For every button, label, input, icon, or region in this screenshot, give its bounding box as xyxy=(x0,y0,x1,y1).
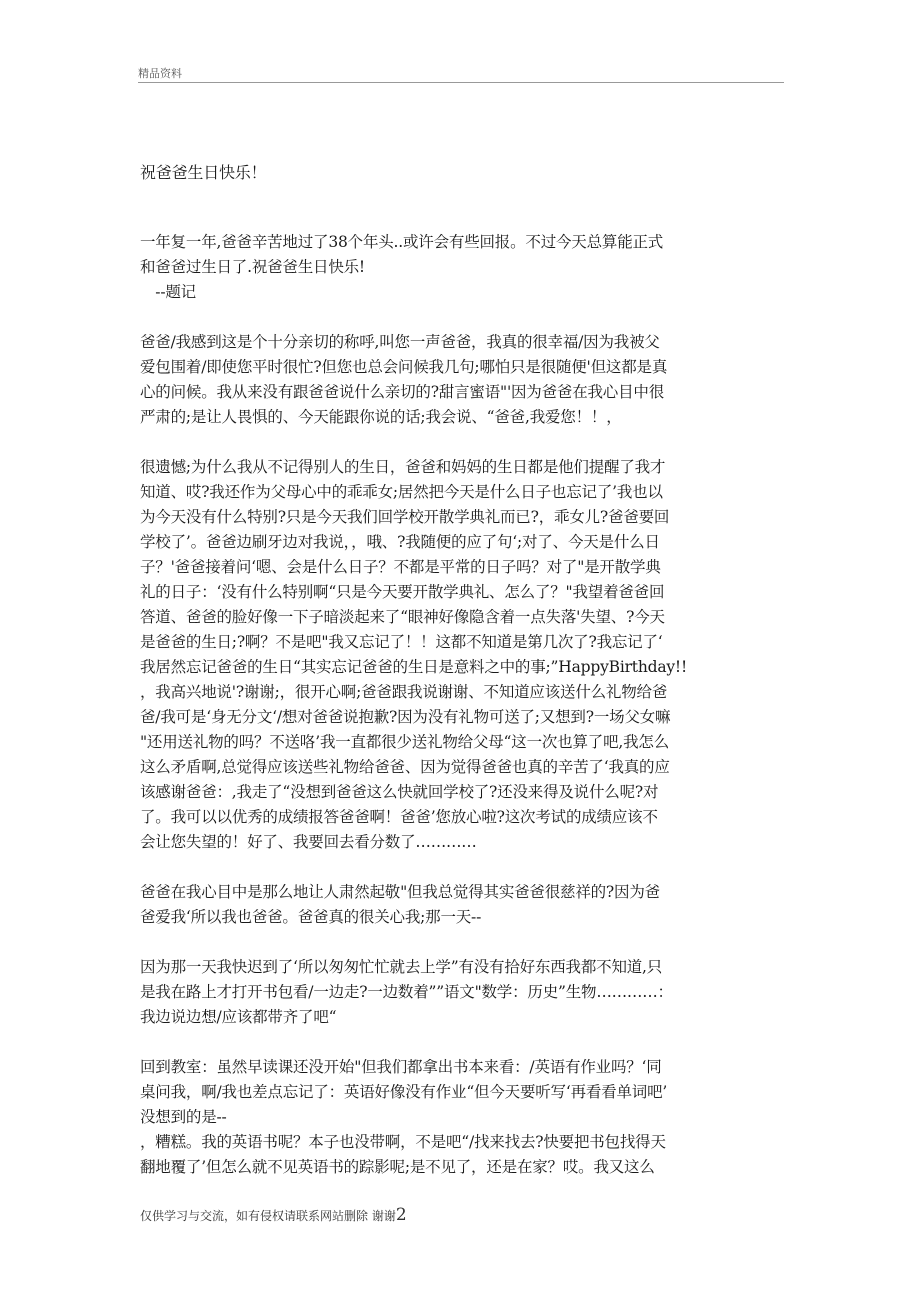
text-line: ，我高兴地说'?谢谢;，很开心啊;爸爸跟我说谢谢、不知道应该送什么礼物给爸 xyxy=(140,683,668,701)
text-line: 爸爱我‘所以我也爸爸。爸爸真的很关心我;那一天-- xyxy=(140,908,482,926)
text-line: 礼的日子：‘没有什么特别啊“只是今天要开散学典礼、怎么了？"我望着爸爸回 xyxy=(140,583,665,601)
page-number: 2 xyxy=(395,1205,407,1225)
text-line: 回到教室：虽然早读课还没开始"但我们都拿出书本来看：/英语有作业吗？‘同 xyxy=(140,1058,662,1076)
text-line: "还用送礼物的吗？不送咯’我一直都很少送礼物给父母“这一次也算了吧,我怎么 xyxy=(140,733,670,751)
text-line: 翻地覆了’但怎么就不见英语书的踪影呢;是不见了，还是在家？哎。我又这么 xyxy=(140,1158,655,1176)
page-footer xyxy=(140,1205,407,1225)
text-line: 了。我可以以优秀的成绩报答爸爸啊！爸爸’您放心啦?这次考试的成绩应该不 xyxy=(140,808,658,826)
document-title: 祝爸爸生日快乐！ xyxy=(140,163,267,182)
text-line: --题记 xyxy=(140,283,196,301)
text-line: 心的问候。我从来没有跟爸爸说什么亲切的?甜言蜜语"'因为爸爸在我心目中很 xyxy=(140,383,665,401)
text-line: 爸爸在我心目中是那么地让人肃然起敬"但我总觉得其实爸爸很慈祥的?因为爸 xyxy=(140,883,660,901)
text-line: 一年复一年,爸爸辛苦地过了38个年头..或许会有些回报。不过今天总算能正式 xyxy=(140,233,664,251)
text-line: 爱包围着/即使您平时很忙?但您也总会问候我几句;哪怕只是很随便'但这都是真 xyxy=(140,358,668,376)
footer-text: 仅供学习与交流，如有侵权请联系网站删除 谢谢 xyxy=(140,1209,396,1223)
text-line: ，糟糕。我的英语书呢？本子也没带啊，不是吧“/找来找去?快要把书包找得天 xyxy=(140,1133,666,1151)
text-line: 因为那一天我快迟到了‘所以匆匆忙忙就去上学”有没有拾好东西我都不知道,只 xyxy=(140,958,663,976)
paragraph xyxy=(140,230,785,305)
text-line: 答道、爸爸的脸好像一下子暗淡起来了“眼神好像隐含着一点失落'失望、?今天 xyxy=(140,608,665,626)
text-line: 知道、哎?我还作为父母心中的乖乖女;居然把今天是什么日子也忘记了’我也以 xyxy=(140,483,663,501)
text-line: 是爸爸的生日;?啊？不是吧"我又忘记了！！这都不知道是第几次了?我忘记了‘ xyxy=(140,633,663,651)
text-line: 是我在路上才打开书包看/一边走?一边数着””语文"数学：历史”生物…………： xyxy=(140,983,673,1001)
text-line: 学校了’。爸爸边刷牙边对我说，，哦、?我随便的应了句‘;对了、今天是什么日 xyxy=(140,533,660,551)
text-line: 我居然忘记爸爸的生日“其实忘记爸爸的生日是意料之中的事;”HappyBirthday!! xyxy=(140,658,687,676)
header-label: 精品资料 xyxy=(138,67,182,80)
text-line: 我边说边想/应该都带齐了吧“ xyxy=(140,1008,337,1026)
paragraph-list xyxy=(140,230,785,1180)
text-line: 为今天没有什么特别?只是今天我们回学校开散学典礼而已?，乖女儿?爸爸要回 xyxy=(140,508,670,526)
paragraph xyxy=(140,955,785,1030)
text-line: 这么矛盾啊,总觉得应该送些礼物给爸爸、因为觉得爸爸也真的辛苦了‘我真的应 xyxy=(140,758,670,776)
paragraph xyxy=(140,455,785,855)
document-body xyxy=(140,160,785,1205)
text-line: 桌问我，啊/我也差点忘记了：英语好像没有作业“但今天要听写‘再看看单词吧’ xyxy=(140,1083,668,1101)
text-line: 爸爸/我感到这是个十分亲切的称呼,叫您一声爸爸，我真的很幸福/因为我被父 xyxy=(140,333,660,351)
paragraph xyxy=(140,1055,785,1180)
page-header xyxy=(138,64,784,83)
text-line: 没想到的是-- xyxy=(140,1108,227,1126)
text-line: 会让您失望的！好了、我要回去看分数了………… xyxy=(140,833,477,851)
text-line: 爸/我可是‘身无分文‘/想对爸爸说抱歉?因为没有礼物可送了;又想到?一场父女嘛 xyxy=(140,708,671,726)
text-line: 和爸爸过生日了.祝爸爸生日快乐! xyxy=(140,258,365,276)
text-line: 严肃的;是让人畏惧的、今天能跟你说的话;我会说、“爸爸,我爱您！！， xyxy=(140,408,622,426)
paragraph xyxy=(140,880,785,930)
paragraph xyxy=(140,330,785,430)
text-line: 很遗憾;为什么我从不记得别人的生日，爸爸和妈妈的生日都是他们提醒了我才 xyxy=(140,458,666,476)
text-line: 该感谢爸爸：,我走了“没想到爸爸这么快就回学校了?还没来得及说什么呢?对 xyxy=(140,783,659,801)
text-line: 子？'爸爸接着问‘嗯、会是什么日子？不都是平常的日子吗？对了"是开散学典 xyxy=(140,558,661,576)
